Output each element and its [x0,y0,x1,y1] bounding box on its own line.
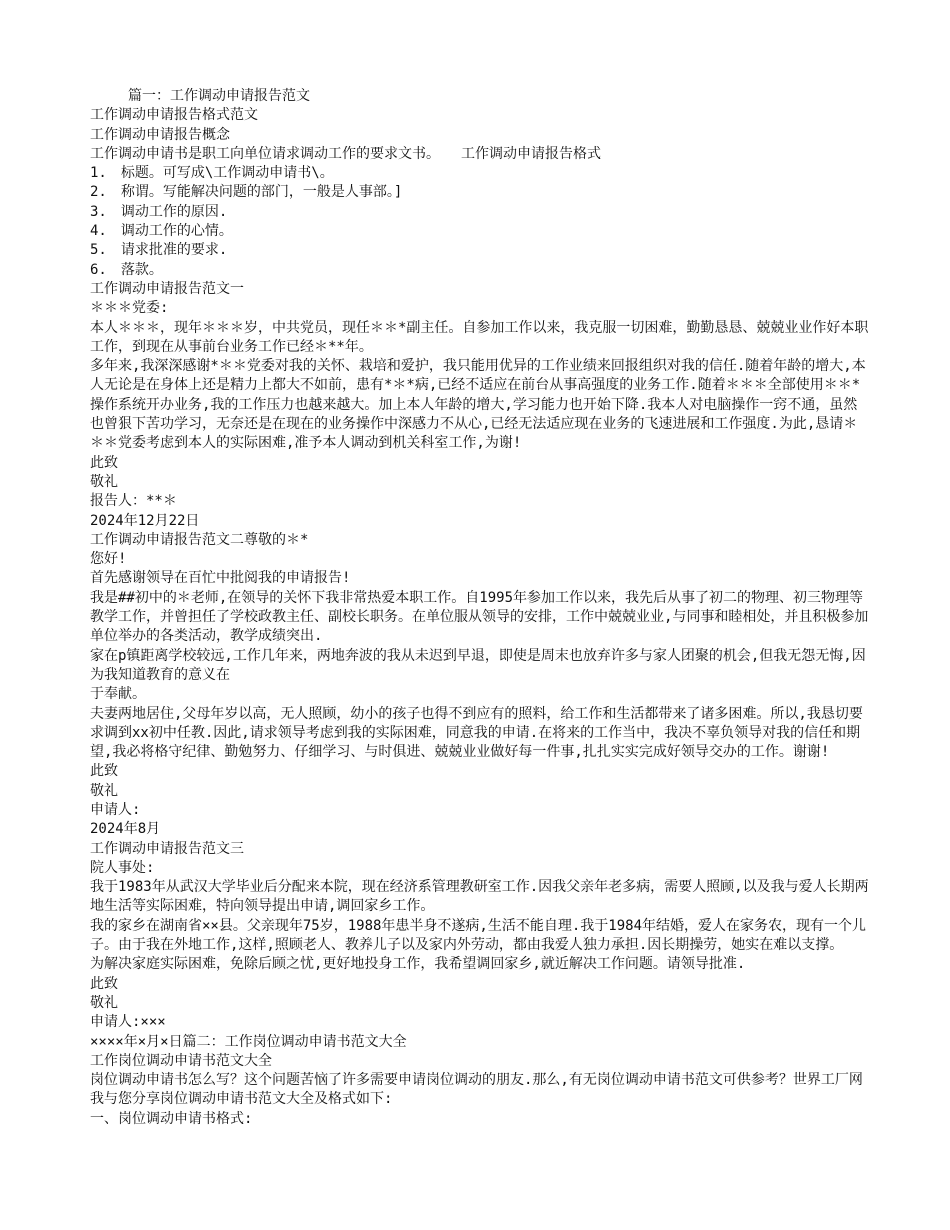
list-item: 1. 标题。可写成\工作调动申请书\。 [90,165,334,182]
paragraph: 为解决家庭实际困难，免除后顾之忧,更好地投身工作，我希望调回家乡,就近解决工作问题。请领导批准. [90,956,746,973]
paragraph: 家在p镇距离学校较远,工作几年来，两地奔波的我从未迟到早退，即使是周末也放弃许多与家人团聚的机会,但我无怨无悔,因为我知道教育的意义在 [90,647,866,683]
closing: 此致 [90,763,118,780]
list-item: 3. 调动工作的原因. [90,203,228,220]
document-page [90,87,870,1129]
list-item: 6. 落款。 [90,261,163,278]
section-title: 工作调动申请报告范文一 [90,280,244,297]
signature: 报告人：**＊ [90,493,177,510]
section-title: 工作岗位调动申请书范文大全 [90,1052,272,1069]
section-title: 工作调动申请报告概念 [90,126,230,143]
closing: 敬礼 [90,473,118,490]
closing: 此致 [90,454,118,471]
salutation: 您好! [90,551,127,568]
paragraph: 工作调动申请书是职工向单位请求调动工作的要求文书。 工作调动申请报告格式 [90,145,601,162]
date: 2024年12月22日 [90,512,200,529]
closing: 此致 [90,975,118,992]
document-heading: 篇一：工作调动申请报告范文 [128,88,310,104]
paragraph: 我于1983年从武汉大学毕业后分配来本院，现在经济系管理教研室工作.因我父亲年老多病，需要人照顾,以及我与爱人长期两地生活等实际困难，特向领导提出申请,调回家乡工作。 [90,879,869,915]
closing: 敬礼 [90,782,118,799]
paragraph: 首先感谢领导在百忙中批阅我的申请报告! [90,570,351,587]
section-title: 工作调动申请报告范文三 [90,840,244,857]
paragraph: 夫妻两地居住,父母年岁以高，无人照顾，幼小的孩子也得不到应有的照料，给工作和生活都带来了诸多困难。所以,我恳切要求调到xx初中任教.因此,请求领导考虑到我的实际困难，同意我的申请.在将来的工作当中，我决不辜负领导对我的信任和期望,我必将格守纪律、勤勉努力、仔细学习、与时俱进、兢兢业业做好每一件事,扎扎实实完成好领导交办的工作。谢谢! [90,705,863,761]
date: ××××年×月×日篇二：工作岗位调动申请书范文大全 [90,1033,407,1050]
list-item: 5. 请求批准的要求. [90,242,228,259]
date: 2024年8月 [90,821,161,838]
signature: 申请人: [90,801,141,818]
paragraph: 于奉献。 [90,686,146,703]
signature: 申请人:××× [90,1014,166,1031]
paragraph: 我的家乡在湖南省××县。父亲现年75岁，1988年患半身不遂病,生活不能自理.我于1984年结婚，爱人在家务农，现有一个儿子。由于我在外地工作,这样,照顾老人、教养儿子以及家内外劳动，都由我爱人独力承担.因长期操劳，她实在难以支撑。 [90,917,866,954]
paragraph: 我是##初中的＊老师,在领导的关怀下我非常热爱本职工作。自1995年参加工作以来，我先后从事了初二的物理、初三物理等教学工作，并曾担任了学校政教主任、副校长职务。在单位服从领导的安排，工作中兢兢业业,与同事和睦相处，并且积极参加单位举办的各类活动，教学成绩突出. [90,589,869,645]
document-subheading: 工作调动申请报告格式范文 [90,107,258,124]
closing: 敬礼 [90,994,118,1011]
section-title: 工作调动申请报告范文二尊敬的＊* [90,531,309,548]
section-title: 一、岗位调动申请书格式: [90,1110,253,1127]
paragraph: 岗位调动申请书怎么写？这个问题苦恼了许多需要申请岗位调动的朋友.那么,有无岗位调动申请书范文可供参考？世界工厂网我与您分享岗位调动申请书范文大全及格式如下: [90,1072,863,1108]
paragraph: 多年来,我深深感谢*＊＊党委对我的关怀、栽培和爱护，我只能用优异的工作业绩来回报组织对我的信任.随着年龄的增大,本人无论是在身体上还是精力上都大不如前，患有*＊*病,已经不适应在前台从事高强度的业务工作.随着＊＊＊全部使用＊＊*操作系统开办业务,我的工作压力也越来越大。加上本人年龄的增大,学习能力也开始下降.我本人对电脑操作一窍不通，虽然也曾狠下苦功学习，无奈还是在现在的业务操作中深感力不从心,已经无法适应现在业务的飞速进展和工作强度.为此,恳请＊＊＊党委考虑到本人的实际困难,准予本人调动到机关科室工作,为谢! [90,358,866,452]
paragraph: 本人＊＊＊，现年＊＊＊岁，中共党员，现任＊＊*副主任。自参加工作以来，我克服一切困难，勤勤恳恳、兢兢业业作好本职工作，到现在从事前台业务工作已经＊**年。 [90,319,869,355]
list-item: 4. 调动工作的心情。 [90,223,233,240]
salutation: 院人事处: [90,859,155,876]
list-item: 2. 称谓。写能解决问题的部门，一般是人事部。] [90,184,403,201]
salutation: ＊＊＊党委: [90,300,169,317]
